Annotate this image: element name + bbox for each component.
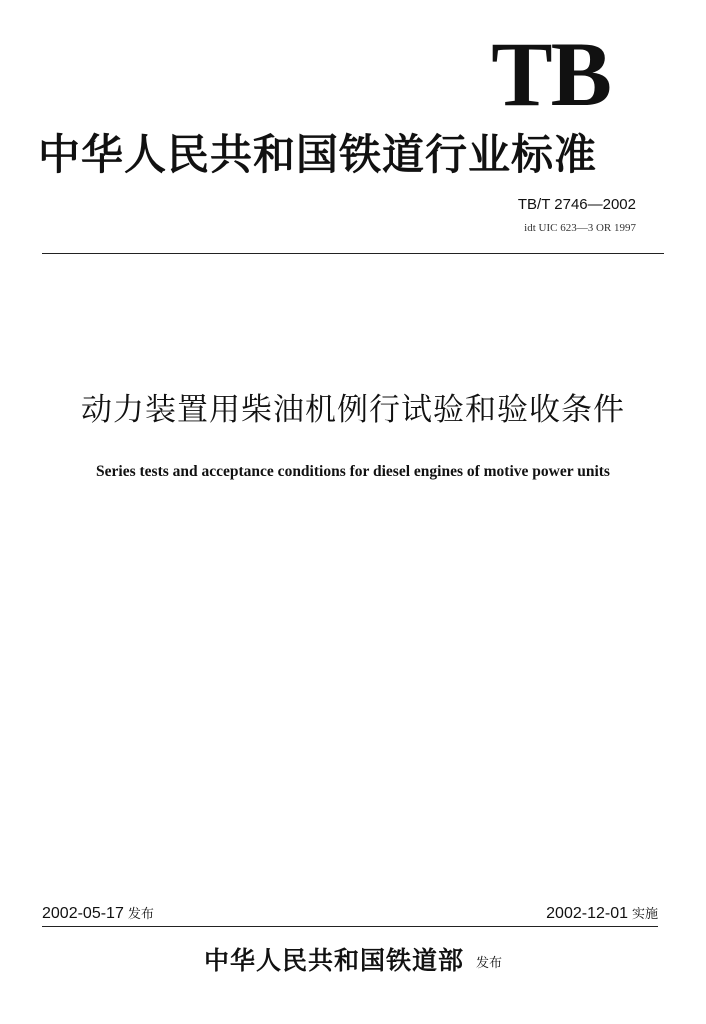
- standard-equivalent: idt UIC 623—3 OR 1997: [524, 222, 636, 234]
- effective-date: 2002-12-01: [546, 905, 628, 922]
- publisher-line: [0, 948, 706, 973]
- standard-category: 中华人民共和国铁道行业标准: [38, 130, 598, 179]
- document-title-zh: 动力装置用柴油机例行试验和验收条件: [81, 392, 625, 428]
- publisher-name: 中华人民共和国铁道部: [203, 946, 464, 975]
- effective-label: 实施: [631, 907, 658, 922]
- header-divider: [42, 253, 664, 254]
- issue-label: 发布: [127, 907, 154, 922]
- publisher-action: 发布: [476, 956, 503, 971]
- effective-date-block: [546, 906, 658, 922]
- tb-logo: TB: [491, 23, 610, 125]
- issue-date: 2002-05-17: [42, 905, 124, 922]
- document-title-en: Series tests and acceptance conditions for diesel engines of motive power units: [96, 463, 610, 480]
- standard-number: TB/T 2746—2002: [517, 196, 636, 213]
- footer-divider: [42, 926, 658, 927]
- issue-date-block: [42, 906, 154, 922]
